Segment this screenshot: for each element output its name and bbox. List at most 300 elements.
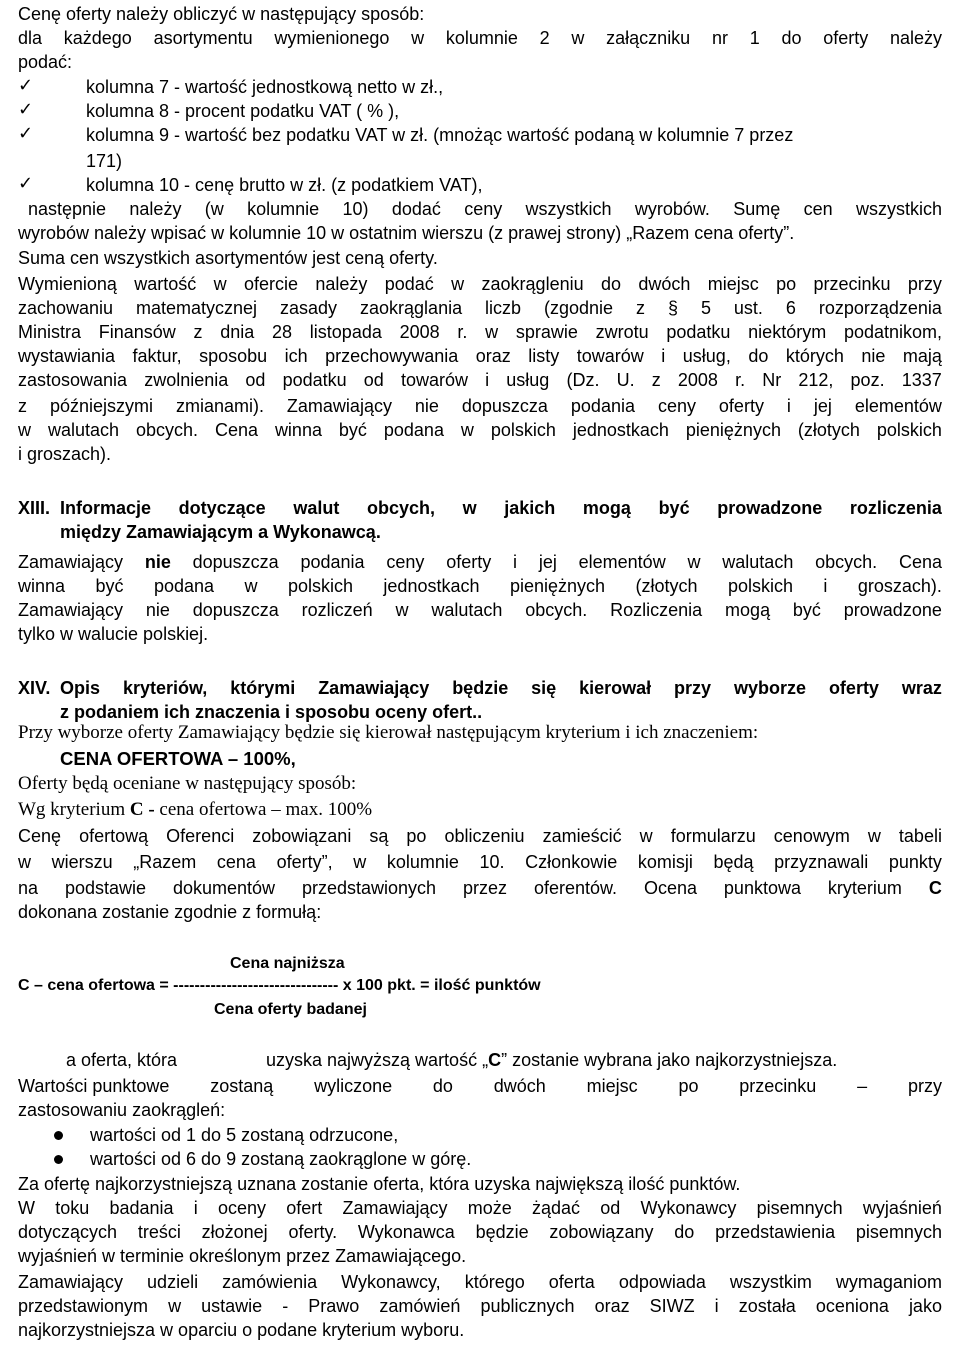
section-title (60, 496, 942, 520)
word: zastosowania (18, 370, 128, 390)
word: pieniężnych (509, 576, 606, 596)
word: będzie (475, 1222, 529, 1242)
word: niektórym (748, 322, 827, 342)
word: listopada (309, 322, 382, 342)
word: dodać (391, 199, 441, 219)
word: wyjaśnień (862, 1198, 942, 1218)
checkmark-icon: ✓ (18, 173, 34, 194)
word: mogą (582, 498, 631, 518)
word: zasady (280, 298, 338, 318)
checkmark-icon: ✓ (18, 75, 34, 96)
word: Cena (898, 552, 942, 572)
word: Zamawiający (18, 1272, 124, 1292)
word: należy (129, 199, 182, 219)
word: ceny (657, 396, 696, 416)
word: w (639, 826, 653, 846)
word: i (661, 346, 666, 366)
word: kierował (579, 678, 652, 698)
text-line (18, 850, 942, 874)
word: została (738, 1296, 796, 1316)
word: zobowiązani (252, 826, 352, 846)
word: § (667, 298, 678, 318)
word: przecinku (739, 1076, 817, 1096)
word: wymienionego (274, 28, 390, 48)
word: zamieścić (542, 826, 622, 846)
check-item: kolumna 8 - procent podatku VAT ( % ), (86, 101, 400, 121)
word: od (245, 370, 266, 390)
word: sposobu (199, 346, 268, 366)
text-line (18, 1196, 942, 1220)
bullet-icon (54, 1155, 63, 1164)
text-line: wyjaśnień w terminie określonym przez Zamawiającego. (18, 1246, 467, 1266)
word: SIWZ (649, 1296, 695, 1316)
word: Sumę (733, 199, 781, 219)
word: Cena (214, 420, 258, 440)
word: w (244, 576, 258, 596)
word: dnia (220, 322, 255, 342)
word: podania (300, 552, 365, 572)
text-line (18, 320, 942, 344)
word: toku (55, 1198, 90, 1218)
word: i (513, 552, 518, 572)
word: podania (570, 396, 635, 416)
word: i (786, 396, 791, 416)
word: odpowiada (618, 1272, 706, 1292)
word: w (213, 274, 227, 294)
word: jakich (504, 498, 556, 518)
word: oraz (594, 1296, 630, 1316)
word: 2 (539, 28, 550, 48)
word: którymi (230, 678, 296, 698)
word: na (18, 878, 39, 898)
word: komisji (637, 852, 693, 872)
word: dopuszcza (192, 600, 279, 620)
word: się (531, 678, 557, 698)
word: oferty. (288, 1222, 338, 1242)
word: wyliczone (314, 1076, 393, 1096)
word: wystawiania (18, 346, 116, 366)
word: wyrobów. (634, 199, 710, 219)
word: z (18, 396, 27, 416)
word: Ministra (18, 322, 82, 342)
text-fragment: ” zostanie wybrana jako najkorzystniejsza. (501, 1050, 838, 1070)
word: od (363, 370, 384, 390)
word: jako (908, 1296, 942, 1316)
word: oferta (548, 1272, 595, 1292)
word: 5 (700, 298, 711, 318)
word: i (714, 1296, 719, 1316)
word: tabeli (898, 826, 942, 846)
text-line: dokonana zostanie zgodnie z formułą: (18, 902, 322, 922)
word: r. (735, 370, 746, 390)
word: w (462, 498, 477, 518)
word: oceny (217, 1198, 267, 1218)
word: nie (414, 396, 439, 416)
word: od (600, 1198, 621, 1218)
word: miejsc (707, 274, 759, 294)
word: zwrotu (595, 322, 649, 342)
word: mają (902, 346, 942, 366)
word: przedstawionym (18, 1296, 149, 1316)
word: faktur, (132, 346, 182, 366)
word: po (406, 826, 427, 846)
word: zamówień (379, 1296, 461, 1316)
word: U. (616, 370, 635, 390)
text-fragment: uzyska najwyższą wartość „ (266, 1050, 489, 1070)
text-line: najkorzystniejsza w oparciu o podane kryterium wyboru. (18, 1320, 465, 1340)
text-line: tylko w walucie polskiej. (18, 624, 209, 644)
word: przy (907, 1076, 942, 1096)
word: kolumnie (247, 199, 320, 219)
word: Cenę (18, 826, 62, 846)
word: w (168, 1296, 182, 1316)
text-line (18, 598, 942, 622)
text-line (18, 272, 942, 296)
word: przyznawali (774, 852, 869, 872)
word: walutach (431, 600, 503, 620)
word: w (18, 852, 31, 872)
word: Zamawiający (342, 1198, 448, 1218)
text-line (18, 1220, 942, 1244)
word: ceny (386, 552, 425, 572)
word: dwóch (638, 274, 691, 294)
text-line (18, 824, 942, 848)
word: (złotych (635, 576, 698, 596)
text-line (18, 1074, 942, 1098)
word: wymaganiom (835, 1272, 942, 1292)
list-item: wartości od 6 do 9 zostaną zaokrąglone w górę. (90, 1149, 472, 1169)
word: ustawie (201, 1296, 263, 1316)
word: obcych. (525, 600, 588, 620)
word: przecinku (813, 274, 891, 294)
word: wierszu (51, 852, 113, 872)
word: treści (137, 1222, 181, 1242)
word: będą (713, 852, 754, 872)
word: „Razem (133, 852, 197, 872)
word: rozliczeń (301, 600, 373, 620)
word: żądać (531, 1198, 581, 1218)
word: matematycznej (136, 298, 258, 318)
word: nie (144, 552, 171, 572)
word: przez (462, 878, 507, 898)
word: asortymentu (153, 28, 253, 48)
word: zamówienia (222, 1272, 318, 1292)
word: są (369, 826, 389, 846)
word: ofercie (243, 274, 299, 294)
word: Zamawiający (18, 600, 124, 620)
word: podatku (282, 370, 347, 390)
word: wartość (134, 274, 197, 294)
word: jej (538, 552, 557, 572)
word: podana (153, 576, 215, 596)
text-line (18, 574, 942, 598)
word: kolumnie (445, 28, 518, 48)
word: 28 (272, 322, 293, 342)
word: liczb (485, 298, 522, 318)
checkmark-icon: ✓ (18, 123, 34, 144)
word: (złotych (797, 420, 860, 440)
word: nie (861, 346, 886, 366)
word: prowadzone (843, 600, 942, 620)
word: (Dz. (566, 370, 600, 390)
word: W (18, 1198, 35, 1218)
word: być (658, 498, 690, 518)
word: oceniona (815, 1296, 889, 1316)
word: obcych. (135, 420, 198, 440)
word: z (193, 322, 203, 342)
word: po (776, 274, 797, 294)
word: i (823, 576, 828, 596)
word: w (485, 322, 499, 342)
word: cenowym (773, 826, 850, 846)
word: w (460, 420, 474, 440)
section-title (60, 676, 942, 700)
word: do (600, 274, 621, 294)
word: Zamawiający (18, 552, 124, 572)
word: Wykonawca (357, 1222, 455, 1242)
word: polskich (727, 576, 793, 596)
word: złożonej (201, 1222, 268, 1242)
word: należy (315, 274, 368, 294)
word: 6 (785, 298, 796, 318)
word: w (353, 852, 367, 872)
word: elementów (578, 552, 666, 572)
text-line (18, 394, 942, 418)
word: elementów (854, 396, 942, 416)
word: winna (274, 420, 322, 440)
word: obliczeniu (444, 826, 525, 846)
word: w (571, 28, 585, 48)
word: formularzu (670, 826, 756, 846)
word: 1337 (901, 370, 942, 390)
word: walut (293, 498, 340, 518)
word: Wykonawcy, (341, 1272, 441, 1292)
word: obcych. (815, 552, 878, 572)
text-line (18, 26, 942, 50)
word: z (651, 370, 661, 390)
word: w (451, 274, 465, 294)
text-line (18, 296, 942, 320)
word: należy (889, 28, 942, 48)
word: towarów (400, 370, 468, 390)
word: 10) (342, 199, 369, 219)
word: w (395, 600, 409, 620)
word: i (193, 1198, 198, 1218)
word: ofert (286, 1198, 323, 1218)
word: w (687, 552, 701, 572)
word: w (411, 28, 425, 48)
check-item: kolumna 9 - wartość bez podatku VAT w zł. (mnożąc wartość podaną w kolumnie 7 przez (86, 125, 794, 145)
word: 2008 (399, 322, 440, 342)
text-fragment: C - (129, 799, 155, 820)
word: Informacje (60, 498, 152, 518)
text-line: Suma cen wszystkich asortymentów jest ceną oferty. (18, 248, 438, 268)
word: Rozliczenia (610, 600, 703, 620)
word: przedstawienia (715, 1222, 836, 1242)
formula-main: C – cena ofertowa = ------------------------------- x 100 pkt. = ilość punktów (18, 977, 541, 994)
word: oraz (475, 346, 511, 366)
word: udzieli (147, 1272, 199, 1292)
text-line (18, 368, 942, 392)
word: być (338, 420, 367, 440)
word: którego (464, 1272, 525, 1292)
word: walutach (722, 552, 794, 572)
text-line: wyrobów należy wpisać w kolumnie 10 w ostatnim wierszu (z prawej strony) „Razem cena oferty”. (18, 223, 795, 243)
word: sprawie (515, 322, 578, 342)
word: Prawo (308, 1296, 360, 1316)
word: miejsc (586, 1076, 638, 1096)
word: zostaną (210, 1076, 274, 1096)
word: każdego (63, 28, 132, 48)
bullet-icon (54, 1131, 63, 1140)
word: usług, (682, 346, 731, 366)
word: następnie (28, 199, 107, 219)
word: obcych, (366, 498, 435, 518)
word: być (792, 600, 821, 620)
word: przedstawionych (301, 878, 437, 898)
criterion-heading: CENA OFERTOWA – 100%, (60, 748, 296, 769)
word: - (282, 1296, 289, 1316)
text-line: Przy wyborze oferty Zamawiający będzie się kierował następującym kryterium i ich znaczeniem: (18, 722, 759, 743)
text-fragment: cena ofertowa – max. 100% (154, 799, 373, 820)
word: ust. (733, 298, 763, 318)
word: wszystkim (729, 1272, 812, 1292)
word: w (867, 826, 881, 846)
list-item: wartości od 1 do 5 zostaną odrzucone, (90, 1125, 399, 1145)
word: Nr (762, 370, 782, 390)
word: rozporządzenia (818, 298, 942, 318)
word: dwóch (493, 1076, 546, 1096)
word: Zamawiający (318, 678, 430, 698)
word: – (857, 1076, 868, 1096)
word: ich (284, 346, 308, 366)
word: i (485, 370, 490, 390)
word: do (432, 1076, 453, 1096)
word: podać (384, 274, 434, 294)
word: dokumentów (172, 878, 276, 898)
word: (zgodnie (544, 298, 614, 318)
word: po (678, 1076, 699, 1096)
word: cen (803, 199, 833, 219)
word: kryterium (827, 878, 902, 898)
word: wraz (901, 678, 942, 698)
word: może (467, 1198, 512, 1218)
word: C (928, 878, 942, 898)
word: kryteriów, (122, 678, 208, 698)
word: towarów (576, 346, 644, 366)
word: oferty (446, 552, 492, 572)
text-line (18, 418, 942, 442)
check-item-continuation: 171) (86, 151, 123, 171)
text-line (28, 197, 942, 221)
word: Wykonawcy (640, 1198, 737, 1218)
text-fragment: Wg kryterium (18, 799, 130, 820)
text-line (18, 1294, 942, 1318)
word: nr (711, 28, 728, 48)
word: pisemnych (855, 1222, 942, 1242)
word: winna (18, 576, 66, 596)
word: oferentów. (533, 878, 617, 898)
text-line (18, 1270, 942, 1294)
word: zwolnienia (144, 370, 229, 390)
word: dla (18, 28, 43, 48)
word: ceny (464, 199, 503, 219)
word: publicznych (480, 1296, 575, 1316)
text-fragment: C (488, 1050, 502, 1070)
word: groszach). (857, 576, 942, 596)
word: z (636, 298, 646, 318)
word: 10. (479, 852, 505, 872)
word: podana (383, 420, 444, 440)
word: cena (216, 852, 256, 872)
word: usług (506, 370, 550, 390)
word: w (18, 420, 31, 440)
word: dotyczących (18, 1222, 118, 1242)
section-number: XIII. (18, 498, 51, 518)
word: wyborze (733, 678, 807, 698)
word: 2008 (677, 370, 718, 390)
text-line: Za ofertę najkorzystniejszą uznana zostanie oferta, która uzyska największą ilość punktów. (18, 1174, 741, 1194)
word: dopuszcza (461, 396, 548, 416)
word: listy (528, 346, 560, 366)
word: prowadzone (717, 498, 823, 518)
word: badania (109, 1198, 174, 1218)
word: kolumnie (386, 852, 459, 872)
word: (w (204, 199, 224, 219)
text-line: i groszach). (18, 444, 112, 464)
word: 212, (798, 370, 834, 390)
word: jednostkach (383, 576, 480, 596)
text-line (18, 550, 942, 574)
text-line: zastosowaniu zaokrągleń: (18, 1100, 226, 1120)
word: wszystkich (855, 199, 942, 219)
word: Członkowie (525, 852, 618, 872)
word: późniejszymi (49, 396, 153, 416)
word: punkty (888, 852, 942, 872)
word: r. (457, 322, 468, 342)
word: podatku (666, 322, 731, 342)
word: zaokrąglania (360, 298, 463, 318)
formula-denominator: Cena oferty badanej (214, 1001, 367, 1018)
word: być (95, 576, 124, 596)
text-line (18, 798, 960, 822)
section-number: XIV. (18, 678, 51, 698)
word: przy (674, 678, 712, 698)
word: podatnikom, (843, 322, 942, 342)
word: rozliczenia (849, 498, 942, 518)
word: do (748, 346, 769, 366)
check-item: kolumna 10 - cenę brutto w zł. (z podatkiem VAT), (86, 175, 483, 195)
text-line (266, 1048, 960, 1072)
word: oferty (718, 396, 764, 416)
word: ofertową (79, 826, 149, 846)
word: oferty (823, 28, 869, 48)
text-line: podać: (18, 52, 73, 72)
word: nie (145, 600, 170, 620)
word: do (781, 28, 802, 48)
text-line (18, 876, 942, 900)
word: dotyczące (178, 498, 266, 518)
word: Finansów (98, 322, 176, 342)
word: do (674, 1222, 695, 1242)
word: polskich (876, 420, 942, 440)
word: poz. (850, 370, 885, 390)
section-title: z podaniem ich znaczenia i sposobu oceny ofert.. (60, 702, 483, 722)
word: 1 (749, 28, 760, 48)
word: Ocena (643, 878, 697, 898)
word: jej (813, 396, 832, 416)
word: będzie (452, 678, 509, 698)
